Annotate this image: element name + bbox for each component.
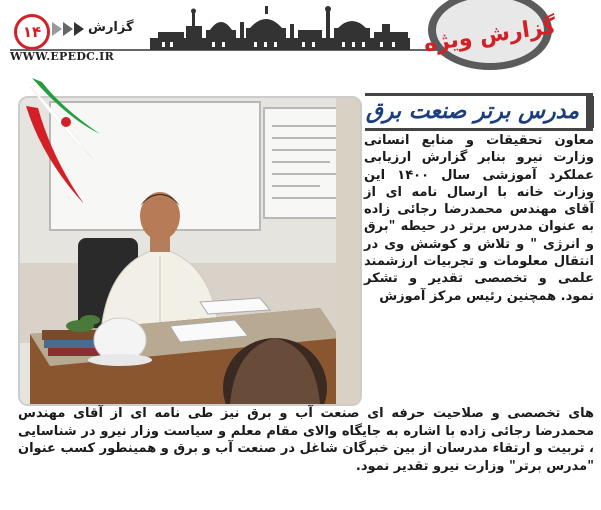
- page-header: [0, 0, 601, 70]
- website-url[interactable]: WWW.EPEDC.IR: [10, 50, 115, 63]
- article-title: مدرس برتر صنعت برق: [365, 99, 579, 124]
- arrow-icon: [52, 22, 62, 36]
- arrow-icon: [74, 22, 84, 36]
- article-title-box: [365, 93, 593, 131]
- brand-logo-text: گزارش ویژه: [422, 13, 558, 58]
- triple-arrow-icon: [52, 22, 84, 36]
- arrow-icon: [63, 22, 73, 36]
- article-paragraph: های تخصصی و صلاحیت حرفه ای صنعت آب و برق نیز طی نامه ای از آقای مهندس محمدرضا رجائی زاده با اشاره به جایگاه والای مقام معلم و سیاست وزار نیرو در شناسایی ، تربیت و ارتقاء مدرسان از بین خبرگان شاغل در صنعت آب و برق و همینطور کسب عنوان "مدرس برتر" وزارت نیرو تقدیر نمود.: [18, 406, 594, 474]
- article-paragraph: معاون تحقیقات و منابع انسانی وزارت نیرو بنابر گزارش ارزیابی عملکرد آموزشی سال ۱۴۰۰ این وزارت خانه با ارسال نامه ای از آقای مهندس محمدرضا رجائی زاده به عنوان مدرس برتر در حیطه "برق و انرژی " و تلاش و کوشش وی در انتقال معلومات و تجربیات ارزشمند علمی و تخصصی تقدیر و تشکر نمود. همچنین رئیس مرکز آموزش: [364, 133, 594, 304]
- page-number-badge: ۱۴: [14, 14, 50, 50]
- title-accent-bar: [586, 96, 594, 128]
- article-body-column: [364, 132, 594, 305]
- iran-flag-swoosh-icon: [22, 78, 102, 208]
- city-skyline-icon: [150, 4, 410, 50]
- article-body-full-width: [18, 405, 594, 475]
- brand-logo: [410, 0, 560, 78]
- section-label: گزارش: [88, 20, 134, 35]
